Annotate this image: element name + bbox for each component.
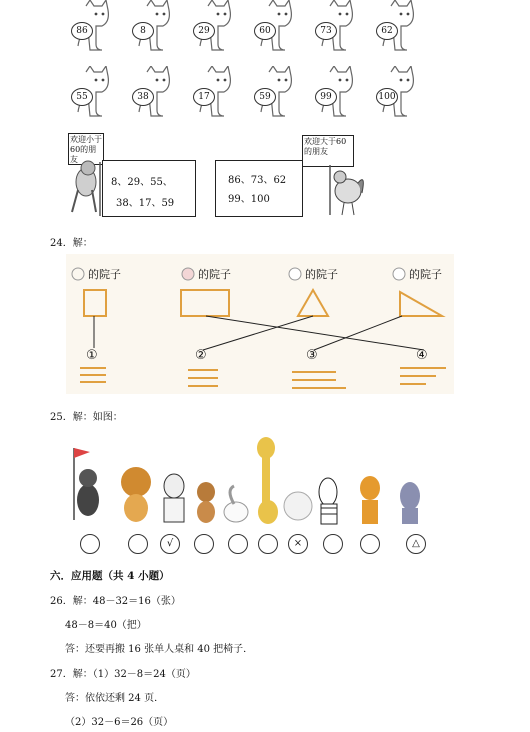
- answer-circle: [128, 534, 148, 554]
- cat-figure: [310, 66, 354, 118]
- answer-box-right: [215, 160, 303, 217]
- cat-number: 60: [254, 22, 276, 40]
- answer-circle: [194, 534, 214, 554]
- pig-head-icon: [182, 268, 194, 280]
- rectangle-shape: [181, 290, 229, 316]
- answer-circle: [323, 534, 343, 554]
- box-right-line2: 99、100: [228, 194, 270, 205]
- box-left-line2: 38、17、59: [116, 198, 175, 209]
- cat-number: 59: [254, 88, 276, 106]
- cat-number: 8: [132, 22, 154, 40]
- rooster-figure: [318, 165, 366, 217]
- yard-label-1: 的院子: [88, 268, 121, 281]
- q24-label: 24．解：: [50, 238, 93, 249]
- answer-circle: △: [406, 534, 426, 554]
- yard-label-2: 的院子: [198, 268, 231, 281]
- q26-line2: 48－8＝40（把）: [65, 620, 147, 631]
- animal-lineup: [66, 430, 438, 534]
- yard-number-2: ②: [195, 348, 207, 363]
- answer-circle: √: [160, 534, 180, 554]
- cat-figure: [127, 66, 171, 118]
- cat-figure: [188, 66, 232, 118]
- cat-figure: [66, 0, 110, 52]
- cat-number: 86: [71, 22, 93, 40]
- yard-label-3: 的院子: [305, 268, 338, 281]
- box-left-line1: 8、29、55、: [111, 177, 173, 188]
- answer-circle: [80, 534, 100, 554]
- answer-circle: ×: [288, 534, 308, 554]
- cat-number: 17: [193, 88, 215, 106]
- cat-figure: [310, 0, 354, 52]
- sign-left-text: 欢迎小于60的朋友: [70, 135, 102, 164]
- q26-line3: 答：还要再搬 16 张单人桌和 40 把椅子．: [65, 644, 254, 655]
- yard-diagram: [66, 254, 454, 394]
- cat-number: 38: [132, 88, 154, 106]
- cat-number: 62: [376, 22, 398, 40]
- q27-line3: （2）32－6＝26（页）: [65, 717, 174, 728]
- yard-number-4: ④: [416, 348, 428, 363]
- dog-head-icon: [393, 268, 405, 280]
- yard-label-4: 的院子: [409, 268, 442, 281]
- cat-figure: [249, 66, 293, 118]
- cat-figure: [249, 0, 293, 52]
- cat-number: 73: [315, 22, 337, 40]
- answer-circle: [258, 534, 278, 554]
- cat-figure: [371, 0, 415, 52]
- cat-number: 55: [71, 88, 93, 106]
- cat-number: 29: [193, 22, 215, 40]
- section6-heading: 六．应用题（共 4 小题）: [50, 570, 170, 582]
- rabbit-head-icon: [289, 268, 301, 280]
- answer-circle: [228, 534, 248, 554]
- right-triangle-shape: [400, 292, 442, 316]
- flag-icon: [74, 448, 90, 458]
- cat-figure: [127, 0, 171, 52]
- triangle-shape: [298, 290, 328, 316]
- cat-figure: [371, 66, 415, 118]
- answer-box-left: [102, 160, 196, 217]
- q27-line1: 27．解：（1）32－8＝24（页）: [50, 669, 196, 680]
- sign-right: [302, 135, 354, 167]
- cat-number: 100: [376, 88, 398, 106]
- square-shape: [84, 290, 106, 316]
- q25-label: 25．解：如图：: [50, 412, 123, 423]
- cat-figure: [66, 66, 110, 118]
- sign-right-text: 欢迎大于60的朋友: [304, 137, 347, 156]
- animal-panel: [66, 430, 438, 558]
- yard-number-3: ③: [306, 348, 318, 363]
- q26-line1: 26．解：48－32＝16（张）: [50, 596, 181, 607]
- answer-circle: [360, 534, 380, 554]
- cat-number: 99: [315, 88, 337, 106]
- q27-line2: 答：依依还剩 24 页．: [65, 693, 165, 704]
- yard-panel: [66, 254, 454, 394]
- cat-head-icon: [72, 268, 84, 280]
- cat-figure: [188, 0, 232, 52]
- box-right-line1: 86、73、62: [228, 175, 287, 186]
- yard-number-1: ①: [86, 348, 98, 363]
